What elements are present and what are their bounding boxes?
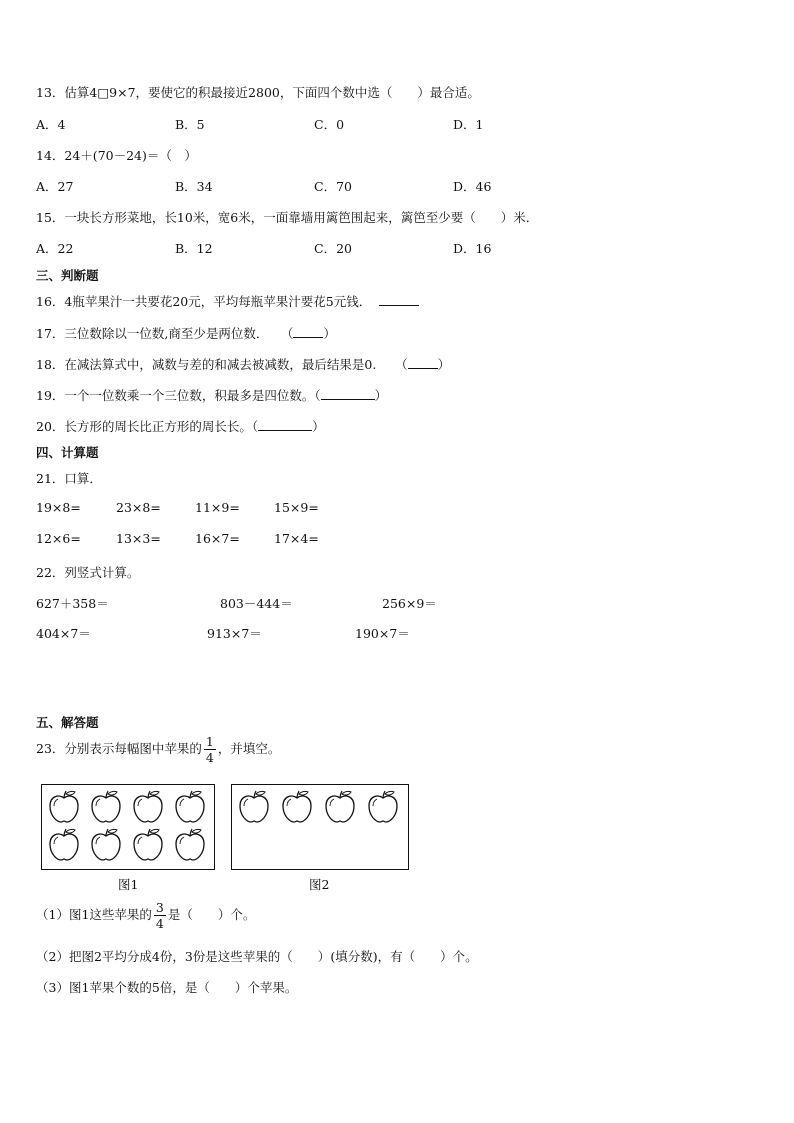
q15-option-c: C．20 <box>314 241 352 256</box>
q17-answer-blank[interactable] <box>293 325 323 338</box>
section3-title: 三、判断题 <box>36 268 99 283</box>
q21-item: 23×8= <box>116 500 161 515</box>
section4-title: 四、计算题 <box>36 445 99 460</box>
q22-item: 803－444＝ <box>220 596 293 611</box>
q20-close: ） <box>312 419 325 434</box>
q23-sub1-num: 3 <box>155 900 164 915</box>
q21-item: 15×9= <box>274 500 319 515</box>
q21-item: 12×6= <box>36 531 81 546</box>
q13-text: 13．估算4□9×7，要使它的积最接近2800，下面四个数中选（ ）最合适。 <box>36 85 480 100</box>
q16-text: 16．4瓶苹果汁一共要花20元，平均每瓶苹果汁要花5元钱． <box>36 294 372 309</box>
q21-item: 11×9= <box>195 500 240 515</box>
q14-text: 14．24＋(70－24)＝（ ） <box>36 148 197 163</box>
q15-option-b: B．12 <box>175 241 213 256</box>
q15-text: 15．一块长方形菜地，长10米，宽6米，一面靠墙用篱笆围起来，篱笆至少要（ ）米． <box>36 210 539 225</box>
q22-item: 190×7＝ <box>355 626 410 641</box>
q20-text: 20．长方形的周长比正方形的周长长。（ <box>36 419 259 434</box>
q23-text-before: 23．分别表示每幅图中苹果的 <box>36 741 202 756</box>
q17-line <box>36 324 336 342</box>
q14-option-c: C．70 <box>314 179 352 194</box>
q14-option-b: B．34 <box>175 179 213 194</box>
q22-item: 913×7＝ <box>207 626 262 641</box>
q16-line <box>36 292 419 310</box>
q22-item: 627＋358＝ <box>36 596 109 611</box>
figure-1-caption: 图1 <box>118 877 139 892</box>
apple-icon <box>130 827 166 866</box>
apple-icon <box>46 789 82 828</box>
q19-close: ） <box>374 388 388 403</box>
q23-fraction <box>204 734 216 765</box>
apple-icon <box>279 789 315 828</box>
q23-frac-den: 4 <box>205 750 214 765</box>
q18-answer-blank[interactable] <box>408 356 438 369</box>
q21-item: 19×8= <box>36 500 81 515</box>
apple-icon <box>130 789 166 828</box>
q16-answer-blank[interactable] <box>379 293 419 306</box>
q17-text: 17．三位数除以一位数,商至少是两位数． （ <box>36 326 294 341</box>
q15-option-d: D．16 <box>453 241 492 256</box>
figure-2-caption: 图2 <box>309 877 330 892</box>
q18-line <box>36 355 450 373</box>
apple-icon <box>236 789 272 828</box>
apple-icon <box>88 827 124 866</box>
q13-option-b: B．5 <box>175 117 205 132</box>
q23-sub2: （2）把图2平均分成4份，3份是这些苹果的（ ）(填分数)，有（ ）个。 <box>36 949 478 964</box>
q22-item: 256×9＝ <box>382 596 437 611</box>
section5-title: 五、解答题 <box>36 715 99 730</box>
q23-sub1-fraction <box>154 900 166 931</box>
apple-icon <box>46 827 82 866</box>
q21-text: 21．口算． <box>36 471 102 486</box>
q23-sub1-den: 4 <box>155 916 164 931</box>
q15-option-a: A．22 <box>36 241 74 256</box>
apple-icon <box>172 827 208 866</box>
q20-answer-blank[interactable] <box>258 418 312 431</box>
q23-sub3: （3）图1苹果个数的5倍，是（ ）个苹果。 <box>36 980 298 995</box>
q22-text: 22．列竖式计算。 <box>36 565 140 580</box>
q19-line <box>36 386 387 404</box>
q14-option-a: A．27 <box>36 179 74 194</box>
q20-line <box>36 417 325 435</box>
q19-answer-blank[interactable] <box>321 387 375 400</box>
apple-icon <box>172 789 208 828</box>
q23-sub1-before: （1）图1这些苹果的 <box>36 907 152 922</box>
apple-icon <box>322 789 358 828</box>
q23-sub1-line <box>36 900 255 931</box>
q22-item: 404×7＝ <box>36 626 91 641</box>
q13-option-c: C．0 <box>314 117 345 132</box>
q13-option-a: A．4 <box>36 117 66 132</box>
q23-line <box>36 734 280 765</box>
apple-icon <box>365 789 401 828</box>
q21-item: 17×4= <box>274 531 319 546</box>
apple-icon <box>88 789 124 828</box>
q23-frac-num: 1 <box>205 734 214 749</box>
q19-text: 19．一个一位数乘一个三位数，积最多是四位数。（ <box>36 388 321 403</box>
q21-item: 16×7= <box>195 531 240 546</box>
q23-text-after: ，并填空。 <box>217 741 281 756</box>
q18-text: 18．在减法算式中，减数与差的和减去被减数，最后结果是0. （ <box>36 357 408 372</box>
q14-option-d: D．46 <box>453 179 492 194</box>
q18-close: ） <box>437 357 451 372</box>
q23-sub1-after: 是（ ）个。 <box>167 907 256 922</box>
q21-item: 13×3= <box>116 531 161 546</box>
q17-close: ） <box>323 326 336 341</box>
q13-option-d: D．1 <box>453 117 484 132</box>
